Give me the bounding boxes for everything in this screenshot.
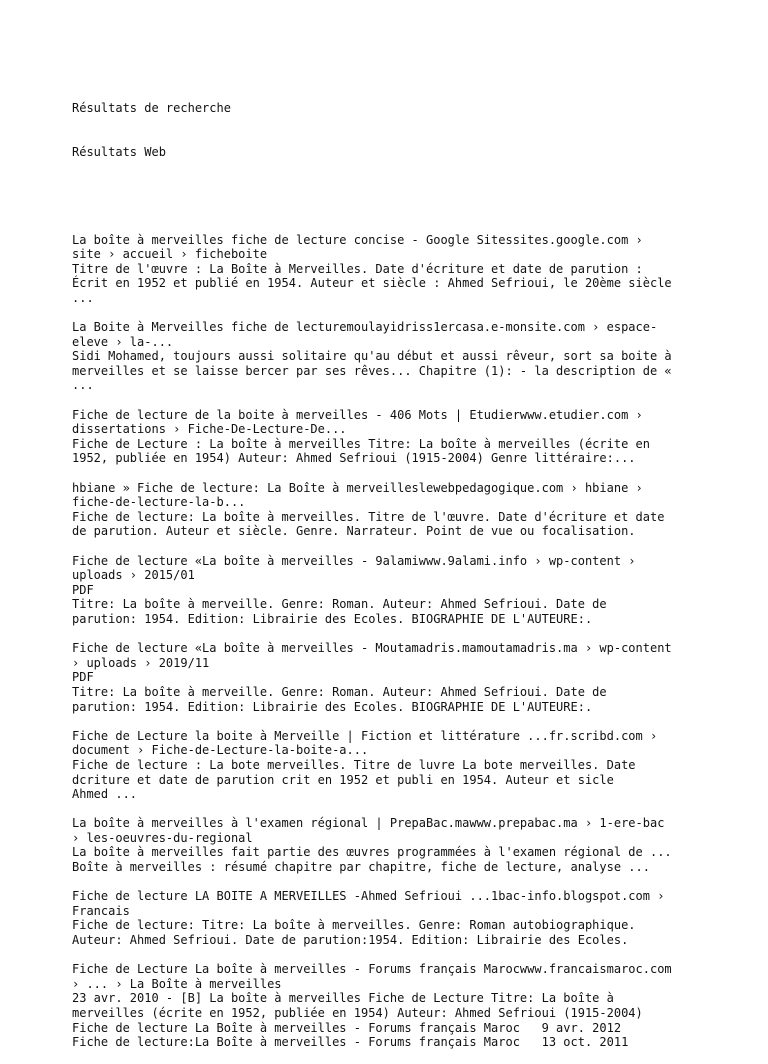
- result-text-line: parution: 1954. Edition: Librairie des Ecoles. BIOGRAPHIE DE L'AUTEURE:.: [72, 699, 593, 714]
- search-results-page: [72, 72, 712, 1064]
- spacer: [72, 802, 712, 817]
- result-title-link[interactable]: Fiche de Lecture la boite à Merveille | Fiction et littérature ...fr.scribd.com ›: [72, 728, 658, 743]
- search-result: [72, 408, 712, 466]
- result-title-link[interactable]: Fiche de lecture «La boîte à merveilles - Moutamadris.mamoutamadris.ma › wp-content: [72, 641, 672, 656]
- result-text-line: › uploads › 2019/11: [72, 655, 210, 670]
- result-text-line: fiche-de-lecture-la-b...: [72, 495, 246, 510]
- result-text-line: de parution. Auteur et siècle. Genre. Narrateur. Point de vue ou focalisation.: [72, 524, 636, 539]
- result-text-line: Titre de l'œuvre : La Boîte à Merveilles. Date d'écriture et date de parution :: [72, 261, 643, 276]
- spacer: [72, 393, 712, 408]
- search-result: [72, 962, 712, 1050]
- result-text-line: Fiche de Lecture : La boîte à merveilles Titre: La boîte à merveilles (écrite en: [72, 436, 650, 451]
- result-text-line: Titre: La boîte à merveille. Genre: Roman. Auteur: Ahmed Sefrioui. Date de: [72, 597, 607, 612]
- search-result: [72, 641, 712, 714]
- result-text-line: uploads › 2015/01: [72, 568, 195, 583]
- spacer: [72, 466, 712, 481]
- result-text-line: 23 avr. 2010 - [B] La boîte à merveilles Fiche de Lecture Titre: La boîte à: [72, 991, 614, 1006]
- result-text-line: parution: 1954. Edition: Librairie des Ecoles. BIOGRAPHIE DE L'AUTEURE:.: [72, 611, 593, 626]
- result-title-link[interactable]: La Boite à Merveilles fiche de lecturemoulayidriss1ercasa.e-monsite.com › espace-: [72, 320, 658, 335]
- spacer: [72, 948, 712, 963]
- result-text-line: PDF: [72, 582, 94, 597]
- search-result: [72, 233, 712, 306]
- result-text-line: Francais: [72, 903, 130, 918]
- result-text-line: Fiche de lecture:La Boîte à merveilles - Forums français Maroc 13 oct. 2011: [72, 1035, 629, 1050]
- result-title-link[interactable]: La boîte à merveilles à l'examen régional | PrepaBac.mawww.prepabac.ma › 1-ere-bac: [72, 816, 665, 831]
- result-text-line: › ... › La Boîte à merveilles: [72, 976, 282, 991]
- result-text-line: Écrit en 1952 et publié en 1954. Auteur et siècle : Ahmed Sefrioui, le 20ème siècle: [72, 276, 672, 291]
- result-text-line: eleve › la-...: [72, 334, 174, 349]
- spacer: [72, 539, 712, 554]
- spacer: [72, 875, 712, 890]
- result-title-link[interactable]: Fiche de lecture de la boite à merveilles - 406 Mots | Etudierwww.etudier.com ›: [72, 407, 643, 422]
- result-text-line: Sidi Mohamed, toujours aussi solitaire qu'au début et aussi rêveur, sort sa boite à: [72, 349, 672, 364]
- result-text-line: › les-oeuvres-du-regional: [72, 830, 253, 845]
- spacer: [72, 306, 712, 321]
- result-text-line: PDF: [72, 670, 94, 685]
- search-result: [72, 554, 712, 627]
- search-result: [72, 889, 712, 947]
- search-result: [72, 481, 712, 539]
- spacer: [72, 714, 712, 729]
- result-title-link[interactable]: Fiche de lecture LA BOITE A MERVEILLES -Ahmed Sefrioui ...1bac-info.blogspot.com ›: [72, 889, 665, 904]
- spacer: [72, 189, 712, 204]
- result-text-line: merveilles (écrite en 1952, publiée en 1954) Auteur: Ahmed Sefrioui (1915-2004): [72, 1006, 643, 1020]
- search-result: [72, 320, 712, 393]
- web-results-heading: Résultats Web: [72, 144, 166, 159]
- results-heading: Résultats de recherche: [72, 101, 231, 116]
- result-text-line: merveilles et se laisse bercer par ses rêves... Chapitre (1): - la description de «: [72, 363, 672, 378]
- result-text-line: Titre: La boîte à merveille. Genre: Roman. Auteur: Ahmed Sefrioui. Date de: [72, 684, 607, 699]
- result-text-line: Boîte à merveilles : résumé chapitre par chapitre, fiche de lecture, analyse ...: [72, 860, 650, 875]
- result-text-line: document › Fiche-de-Lecture-la-boite-a...: [72, 743, 369, 758]
- result-text-line: ...: [72, 290, 94, 305]
- result-title-link[interactable]: Fiche de Lecture La boîte à merveilles - Forums français Marocwww.francaismaroc.com: [72, 962, 672, 977]
- result-title-link[interactable]: hbiane » Fiche de lecture: La Boîte à merveilleslewebpedagogique.com › hbiane ›: [72, 480, 643, 495]
- result-title-link[interactable]: Fiche de lecture «La boîte à merveilles - 9alamiwww.9alami.info › wp-content ›: [72, 553, 636, 568]
- result-text-line: site › accueil › ficheboite: [72, 247, 268, 262]
- result-text-line: Auteur: Ahmed Sefrioui. Date de parution:1954. Edition: Librairie des Ecoles.: [72, 933, 629, 948]
- results-list: [72, 233, 712, 1050]
- result-text-line: Ahmed ...: [72, 787, 138, 802]
- result-text-line: ...: [72, 378, 94, 393]
- result-text-line: dcriture et date de parution crit en 1952 et publi en 1954. Auteur et sicle: [72, 772, 614, 787]
- result-text-line: 1952, publiée en 1954) Auteur: Ahmed Sefrioui (1915-2004) Genre littéraire:...: [72, 451, 636, 466]
- search-result: [72, 729, 712, 802]
- result-title-link[interactable]: La boîte à merveilles fiche de lecture concise - Google Sitessites.google.com ›: [72, 232, 643, 247]
- result-text-line: dissertations › Fiche-De-Lecture-De...: [72, 422, 347, 437]
- result-text-line: Fiche de lecture: Titre: La boîte à merveilles. Genre: Roman autobiographique.: [72, 918, 636, 933]
- search-result: [72, 816, 712, 874]
- result-text-line: La boîte à merveilles fait partie des œuvres programmées à l'examen régional de ...: [72, 845, 672, 860]
- result-text-line: Fiche de lecture : La bote merveilles. Titre de luvre La bote merveilles. Date: [72, 757, 636, 772]
- result-text-line: Fiche de lecture: La boîte à merveilles. Titre de l'œuvre. Date d'écriture et date: [72, 509, 665, 524]
- result-text-line: Fiche de lecture La Boîte à merveilles - Forums français Maroc 9 avr. 2012: [72, 1020, 622, 1035]
- spacer: [72, 627, 712, 642]
